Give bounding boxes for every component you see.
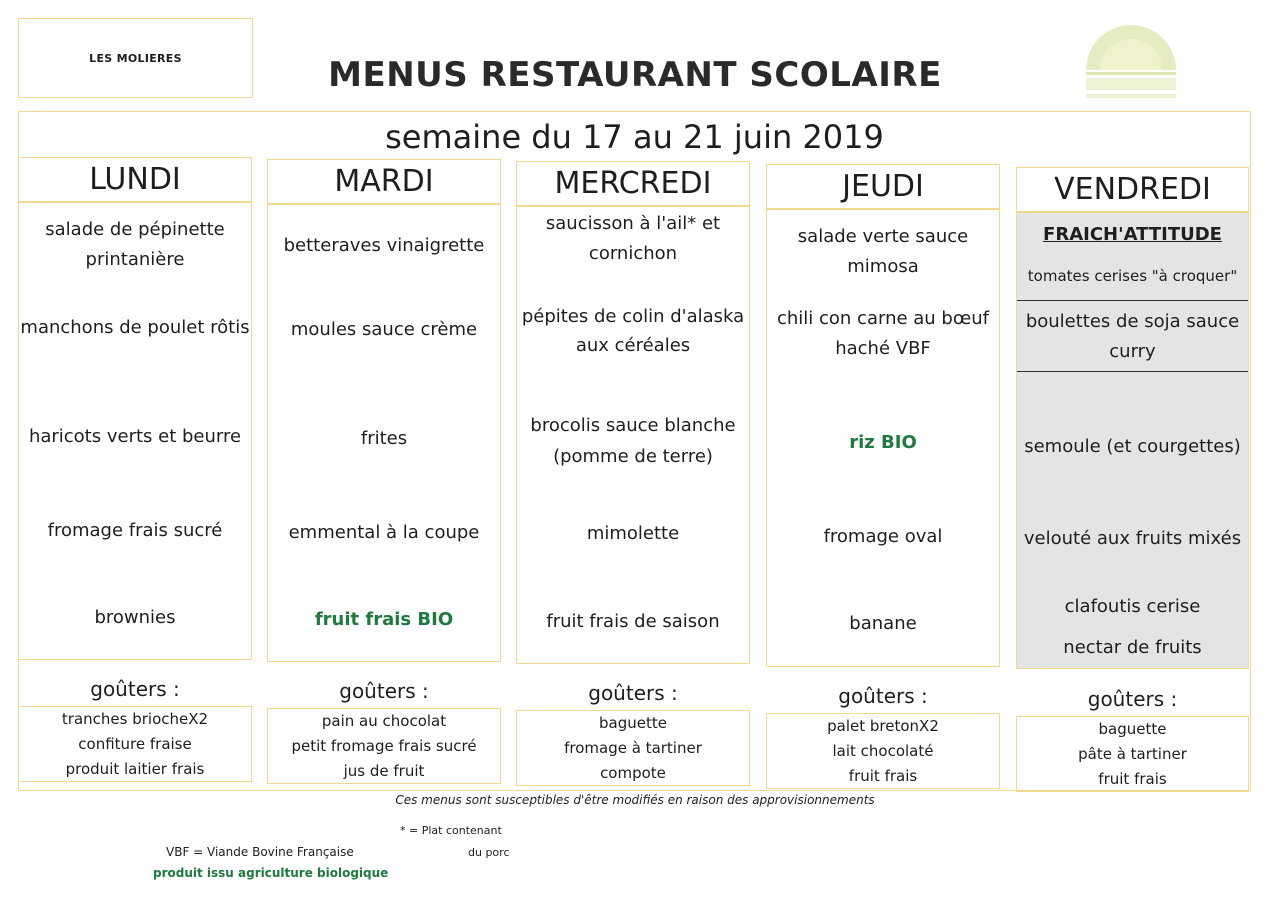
dish: aux céréales: [575, 335, 691, 356]
dish: (pomme de terre): [553, 446, 713, 467]
day-column-mercredi: [516, 206, 750, 664]
day-header-mercredi: MERCREDI: [516, 161, 750, 206]
day-header-mardi: MARDI: [267, 159, 501, 204]
dish: betteraves vinaigrette: [283, 235, 485, 256]
dish: tomates cerises "à croquer": [1027, 267, 1238, 285]
snack-title: goûters :: [90, 677, 180, 701]
snack-item: tranches briocheX2: [61, 710, 209, 728]
week-title: semaine du 17 au 21 juin 2019: [385, 118, 884, 156]
day-column-vendredi: [1016, 212, 1249, 669]
snack-title: goûters :: [339, 679, 429, 703]
dish: nectar de fruits: [1063, 637, 1202, 658]
snack-item: petit fromage frais sucré: [291, 737, 477, 755]
dish: chili con carne au bœuf: [776, 308, 990, 329]
dish: haricots verts et beurre: [28, 426, 242, 447]
day-header-lundi: LUNDI: [18, 157, 252, 202]
dish: pépites de colin d'alaska: [521, 306, 745, 327]
dish: haché VBF: [835, 338, 931, 359]
dish-bio: fruit frais BIO: [314, 609, 454, 630]
dish: saucisson à l'ail* et: [545, 213, 721, 234]
yvelines-logo: [1078, 22, 1184, 102]
snack-item: baguette: [1098, 720, 1167, 738]
snack-item: compote: [600, 764, 666, 782]
dish: fromage oval: [823, 526, 943, 547]
day-column-mardi: [267, 204, 501, 662]
dish: mimosa: [847, 256, 919, 277]
dish: banane: [849, 613, 917, 634]
dish: printanière: [85, 249, 185, 270]
snack-title: goûters :: [1087, 687, 1178, 711]
snack-item: pain au chocolat: [321, 712, 447, 730]
dish: clafoutis cerise: [1064, 596, 1201, 617]
snack-item: pâte à tartiner: [1078, 745, 1187, 763]
dish: semoule (et courgettes): [1024, 436, 1241, 457]
snack-box-lundi: [18, 706, 252, 782]
day-column-lundi: [18, 202, 252, 660]
page-title: MENUS RESTAURANT SCOLAIRE: [328, 55, 942, 95]
snack-item: lait chocolaté: [832, 742, 934, 760]
snack-item: jus de fruit: [343, 762, 425, 780]
snack-item: fromage à tartiner: [564, 739, 702, 757]
school-name-box: [18, 18, 253, 98]
dish-bio: riz BIO: [849, 432, 917, 453]
dish: moules sauce crème: [290, 319, 478, 340]
dish: emmental à la coupe: [288, 522, 480, 543]
dish-label-fraich-attitude: FRAICH'ATTITUDE: [1043, 224, 1222, 245]
dish: manchons de poulet rôtis: [20, 317, 250, 338]
dish: fromage frais sucré: [47, 520, 223, 541]
legend-vbf: VBF = Viande Bovine Française: [166, 845, 354, 859]
snack-box-jeudi: [766, 713, 1000, 789]
legend-pork: * = Plat contenant: [400, 824, 502, 837]
snack-title: goûters :: [838, 684, 928, 708]
snack-item: fruit frais: [848, 767, 918, 785]
dish: curry: [1109, 341, 1156, 362]
snack-box-vendredi: [1016, 716, 1249, 792]
day-header-jeudi: JEUDI: [766, 164, 1000, 209]
snack-title: goûters :: [588, 681, 678, 705]
snack-box-mardi: [267, 708, 501, 784]
dish: boulettes de soja sauce: [1025, 311, 1240, 332]
dish: fruit frais de saison: [546, 611, 720, 632]
dish: frites: [360, 428, 408, 449]
dish: brownies: [94, 607, 176, 628]
dish: cornichon: [588, 243, 678, 264]
snack-item: fruit frais: [1098, 770, 1167, 788]
snack-item: palet bretonX2: [827, 717, 939, 735]
dish: salade verte sauce: [797, 226, 969, 247]
dish: mimolette: [586, 523, 680, 544]
legend-bio: produit issu agriculture biologique: [153, 866, 389, 880]
snack-box-mercredi: [516, 710, 750, 786]
school-name: LES MOLIERES: [89, 51, 182, 65]
snack-item: produit laitier frais: [65, 760, 205, 778]
legend-pork-line2: du porc: [468, 846, 510, 859]
dish: salade de pépinette: [45, 219, 225, 240]
day-header-vendredi: VENDREDI: [1016, 167, 1249, 212]
disclaimer: Ces menus sont susceptibles d'être modifiés en raison des approvisionnements: [395, 793, 875, 807]
day-column-jeudi: [766, 209, 1000, 667]
dish: brocolis sauce blanche: [530, 415, 736, 436]
dish: velouté aux fruits mixés: [1023, 528, 1242, 549]
snack-item: confiture fraise: [78, 735, 192, 753]
snack-item: baguette: [599, 714, 667, 732]
